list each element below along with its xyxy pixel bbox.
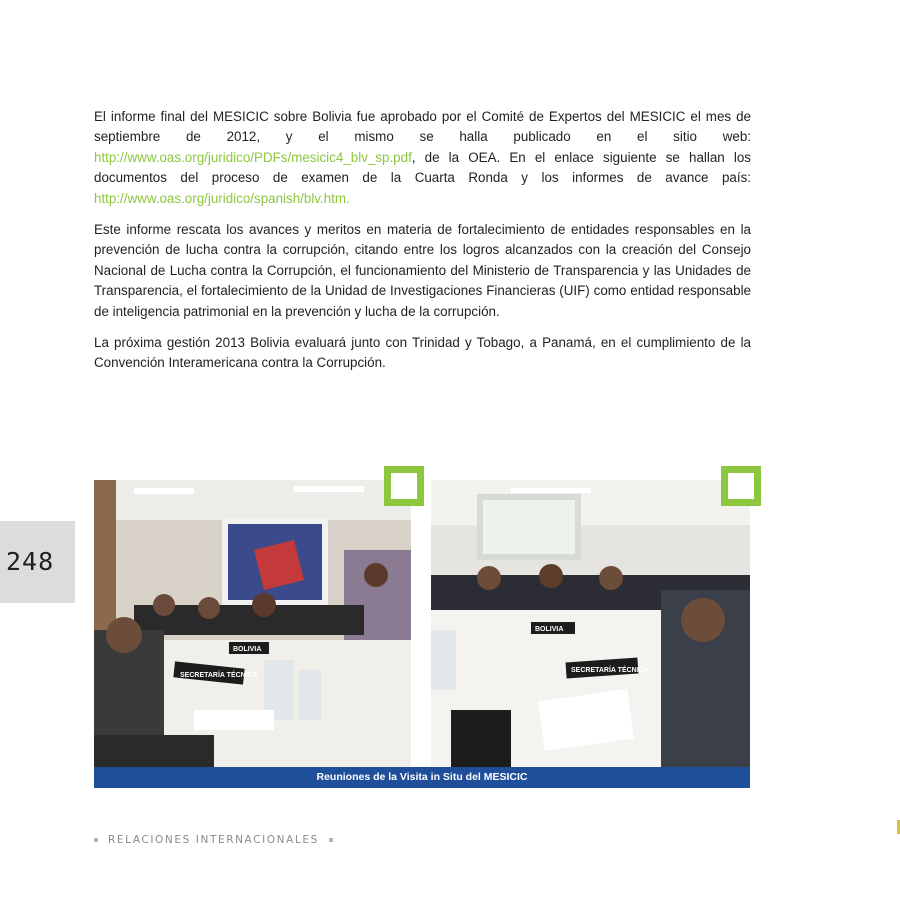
paragraph-2: Este informe rescata los avances y meritos en materia de fortalecimiento de entidades responsables en la prevención de lucha contra la corrupción, citando entre los logros alcanzados con la creación del Consejo Nacional de Lucha contra la Corrupción, el funcionamiento del Ministerio de Transparencia y las Unidades de Transparencia, el fortalecimiento de la Unidad de Investigaciones Financieras (UIF) como entidad responsable de inteligencia patrimonial en la prevención y lucha de la corrupción. — [94, 222, 751, 319]
secretaria-sign-right: SECRETARÍA TÉCNICA — [571, 667, 649, 674]
pdf-report-link[interactable]: http://www.oas.org/juridico/PDFs/mesicic4_blv_sp.pdf — [94, 149, 412, 165]
meeting-photo-left — [94, 480, 411, 767]
footer-section-label: RELACIONES INTERNACIONALES — [108, 834, 319, 846]
body-text — [94, 107, 751, 385]
bolivia-sign-right: BOLIVIA — [535, 626, 564, 633]
paragraph-1-text-a: El informe final del MESICIC sobre Bolivia fue aprobado por el Comité de Expertos del MESICIC el mes de septiembre de 2012, y el mismo se halla publicado en el sitio web: — [94, 109, 751, 145]
page-number: 248 — [6, 547, 55, 576]
secretaria-sign-left: SECRETARÍA TÉCNICA — [180, 672, 258, 679]
meeting-photo-right — [431, 480, 750, 767]
section-footer — [94, 834, 333, 846]
accent-square-left — [384, 466, 424, 506]
accent-square-right — [721, 466, 761, 506]
footer-bullet-left — [94, 838, 98, 842]
photo-caption: Reuniones de la Visita in Situ del MESICIC — [94, 767, 750, 788]
paragraph-1 — [94, 107, 751, 209]
paragraph-3: La próxima gestión 2013 Bolivia evaluará junto con Trinidad y Tobago, a Panamá, en el cumplimiento de la Convención Interamericana contra la Corrupción. — [94, 335, 751, 371]
bolivia-sign-left: BOLIVIA — [233, 646, 262, 653]
paragraph-1-text-b: , de la OEA. En el enlace siguiente se hallan los documentos del proceso de examen de la Cuarta Ronda y los informes de avance país: — [94, 149, 751, 186]
country-page-link[interactable]: http://www.oas.org/juridico/spanish/blv.htm. — [94, 190, 350, 206]
footer-bullet-right — [329, 838, 333, 842]
